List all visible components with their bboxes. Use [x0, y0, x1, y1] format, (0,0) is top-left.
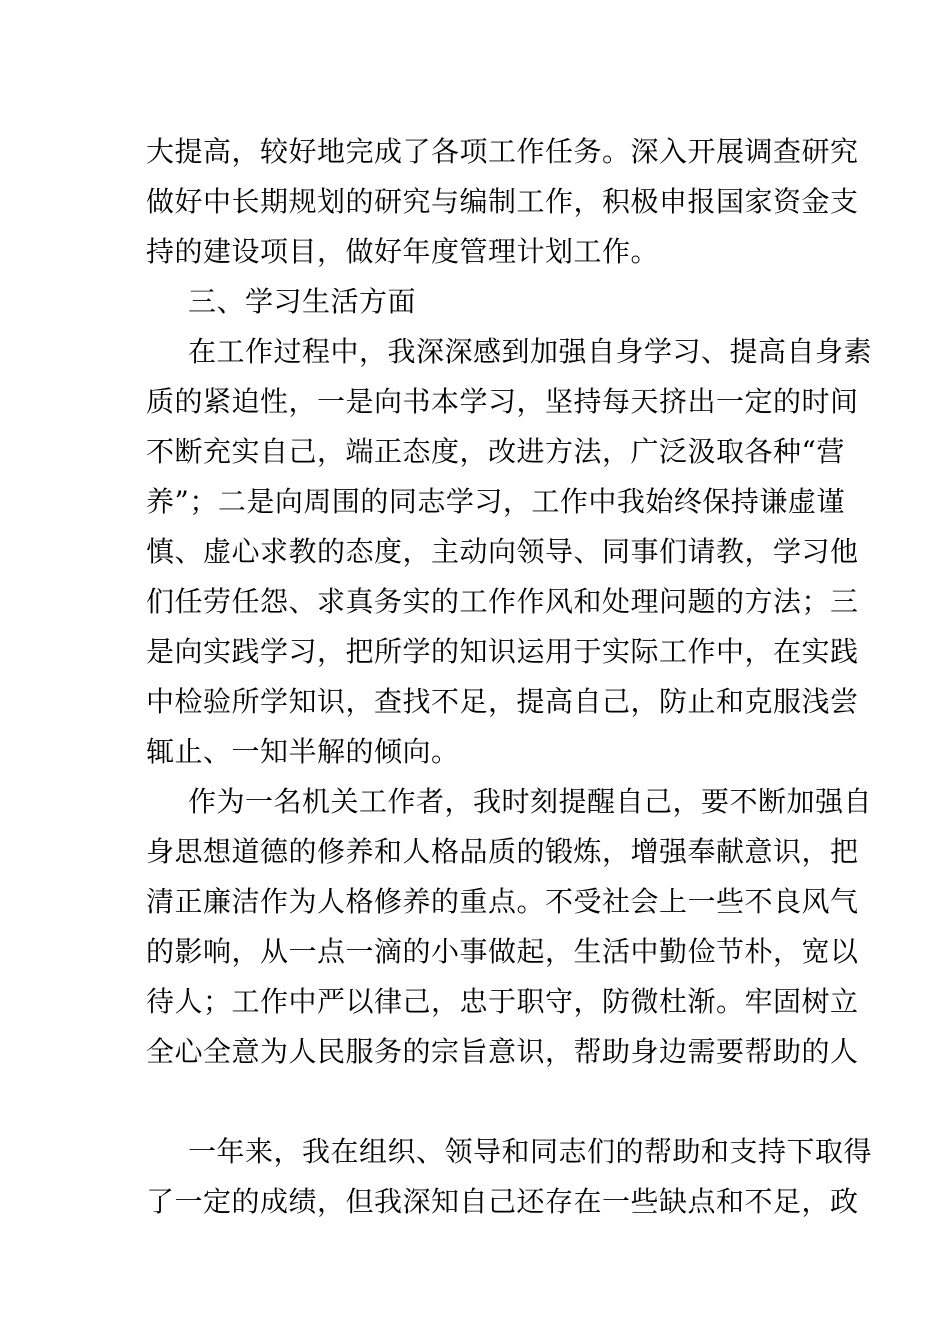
text-line: 身思想道德的修养和人格品质的锻炼，增强奉献意识，把	[146, 835, 859, 868]
text-line: 的影响，从一点一滴的小事做起，生活中勤俭节朴，宽以	[146, 935, 859, 968]
text-line: 作为一名机关工作者，我时刻提醒自己，要不断加强自	[188, 785, 873, 818]
text-line: 慎、虚心求教的态度，主动向领导、同事们请教，学习他	[146, 535, 859, 568]
text-line: 质的紧迫性，一是向书本学习，坚持每天挤出一定的时间	[146, 385, 859, 418]
text-line: 在工作过程中，我深深感到加强自身学习、提高自身素	[188, 335, 873, 368]
text-line: 了一定的成绩，但我深知自己还存在一些缺点和不足，政	[146, 1185, 859, 1218]
text-line: 清正廉洁作为人格修养的重点。不受社会上一些不良风气	[146, 885, 859, 918]
text-line: 不断充实自己，端正态度，改进方法，广泛汲取各种“营	[146, 435, 845, 468]
text-line: 中检验所学知识，查找不足，提高自己，防止和克服浅尝	[146, 685, 859, 718]
text-line: 待人；工作中严以律己，忠于职守，防微杜渐。牢固树立	[146, 985, 859, 1018]
text-line: 辄止、一知半解的倾向。	[146, 735, 460, 768]
text-line: 养”；二是向周围的同志学习，工作中我始终保持谦虚谨	[146, 485, 845, 518]
text-line: 们任劳任怨、求真务实的工作作风和处理问题的方法；三	[146, 585, 859, 618]
text-line: 全心全意为人民服务的宗旨意识，帮助身边需要帮助的人	[146, 1035, 859, 1068]
text-line: 做好中长期规划的研究与编制工作，积极申报国家资金支	[146, 185, 859, 218]
text-line: 一年来，我在组织、领导和同志们的帮助和支持下取得	[188, 1135, 873, 1168]
text-line: 持的建设项目，做好年度管理计划工作。	[146, 235, 660, 268]
text-line: 是向实践学习，把所学的知识运用于实际工作中，在实践	[146, 635, 859, 668]
section-heading: 三、学习生活方面	[188, 285, 417, 318]
text-line: 大提高，较好地完成了各项工作任务。深入开展调查研究	[146, 135, 859, 168]
